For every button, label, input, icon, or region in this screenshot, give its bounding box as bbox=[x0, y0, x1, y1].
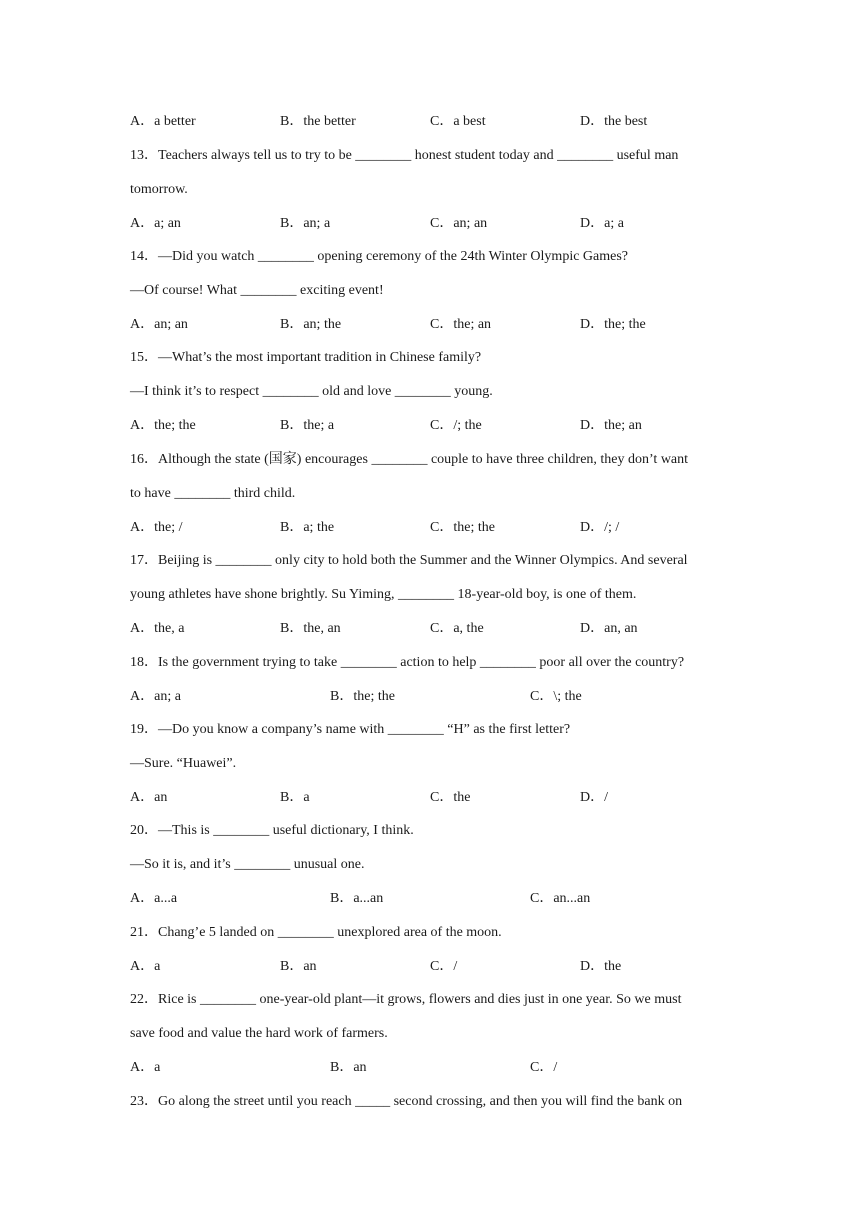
q21-option-b: B．an bbox=[280, 959, 317, 974]
q20-option-a: A．a...a bbox=[130, 891, 178, 906]
q17-option-a: A．the, a bbox=[130, 621, 185, 636]
q14-option-d: D．the; the bbox=[580, 317, 646, 332]
q16-option-c: C．the; the bbox=[430, 520, 495, 535]
q17-stem-line-1: 17．Beijing is ________ only city to hold both the Summer and the Winner Olympics. And several bbox=[130, 553, 688, 568]
q16-stem-line-1: 16．Although the state (国家) encourages ________ couple to have three children, they don’t want bbox=[130, 452, 689, 467]
q14-option-b: B．an; the bbox=[280, 317, 342, 332]
q14-option-a: A．an; an bbox=[130, 317, 188, 332]
q22-stem-line-1: 22．Rice is ________ one-year-old plant—it grows, flowers and dies just in one year. So we must bbox=[130, 992, 682, 1007]
q21-option-a: A．a bbox=[130, 959, 161, 974]
q18-option-b: B．the; the bbox=[330, 689, 395, 704]
q20-option-b: B．a...an bbox=[330, 891, 384, 906]
q15-option-a: A．the; the bbox=[130, 418, 196, 433]
q20-option-c: C．an...an bbox=[530, 891, 591, 906]
q22-option-c: C．/ bbox=[530, 1060, 558, 1075]
q18-option-c: C．\; the bbox=[530, 689, 582, 704]
q17-stem-line-2: young athletes have shone brightly. Su Yiming, ________ 18-year-old boy, is one of them. bbox=[130, 587, 637, 602]
q18-stem-line-1: 18．Is the government trying to take ________ action to help ________ poor all over the country? bbox=[130, 655, 685, 670]
q17-option-d: D．an, an bbox=[580, 621, 638, 636]
q12-option-d: D．the best bbox=[580, 114, 648, 129]
q20-stem-line-1: 20．—This is ________ useful dictionary, I think. bbox=[130, 823, 414, 838]
q15-option-d: D．the; an bbox=[580, 418, 642, 433]
q19-option-b: B．a bbox=[280, 790, 310, 805]
q14-option-c: C．the; an bbox=[430, 317, 492, 332]
q19-stem-line-2: —Sure. “Huawei”. bbox=[130, 756, 237, 771]
q13-stem-line-1: 13．Teachers always tell us to try to be ________ honest student today and ________ useful man bbox=[130, 148, 679, 163]
q14-stem-line-2: —Of course! What ________ exciting event! bbox=[130, 283, 384, 298]
q19-option-c: C．the bbox=[430, 790, 471, 805]
q15-stem-line-1: 15．—What’s the most important tradition in Chinese family? bbox=[130, 350, 482, 365]
q12-option-c: C．a best bbox=[430, 114, 486, 129]
q15-stem-line-2: —I think it’s to respect ________ old and love ________ young. bbox=[130, 384, 493, 399]
q21-option-c: C．/ bbox=[430, 959, 458, 974]
q12-option-a: A．a better bbox=[130, 114, 196, 129]
q15-option-b: B．the; a bbox=[280, 418, 335, 433]
q16-option-b: B．a; the bbox=[280, 520, 335, 535]
q13-option-c: C．an; an bbox=[430, 216, 488, 231]
q20-stem-line-2: —So it is, and it’s ________ unusual one. bbox=[130, 857, 365, 872]
q21-option-d: D．the bbox=[580, 959, 622, 974]
q23-stem-line-1: 23．Go along the street until you reach _____ second crossing, and then you will find the bank on bbox=[130, 1094, 683, 1109]
q16-option-a: A．the; / bbox=[130, 520, 183, 535]
q13-option-a: A．a; an bbox=[130, 216, 181, 231]
q13-option-d: D．a; a bbox=[580, 216, 624, 231]
q19-option-d: D．/ bbox=[580, 790, 608, 805]
q16-option-d: D．/; / bbox=[580, 520, 620, 535]
q19-stem-line-1: 19．—Do you know a company’s name with ________ “H” as the first letter? bbox=[130, 722, 571, 737]
q22-stem-line-2: save food and value the hard work of farmers. bbox=[130, 1026, 388, 1041]
q15-option-c: C．/; the bbox=[430, 418, 482, 433]
q18-option-a: A．an; a bbox=[130, 689, 181, 704]
q12-option-b: B．the better bbox=[280, 114, 356, 129]
q13-option-b: B．an; a bbox=[280, 216, 331, 231]
q21-stem-line-1: 21．Chang’e 5 landed on ________ unexplored area of the moon. bbox=[130, 925, 502, 940]
q22-option-b: B．an bbox=[330, 1060, 367, 1075]
q13-stem-line-2: tomorrow. bbox=[130, 182, 188, 197]
q17-option-b: B．the, an bbox=[280, 621, 341, 636]
q14-stem-line-1: 14．—Did you watch ________ opening ceremony of the 24th Winter Olympic Games? bbox=[130, 249, 629, 264]
q17-option-c: C．a, the bbox=[430, 621, 484, 636]
q19-option-a: A．an bbox=[130, 790, 168, 805]
q16-stem-line-2: to have ________ third child. bbox=[130, 486, 296, 501]
q22-option-a: A．a bbox=[130, 1060, 161, 1075]
